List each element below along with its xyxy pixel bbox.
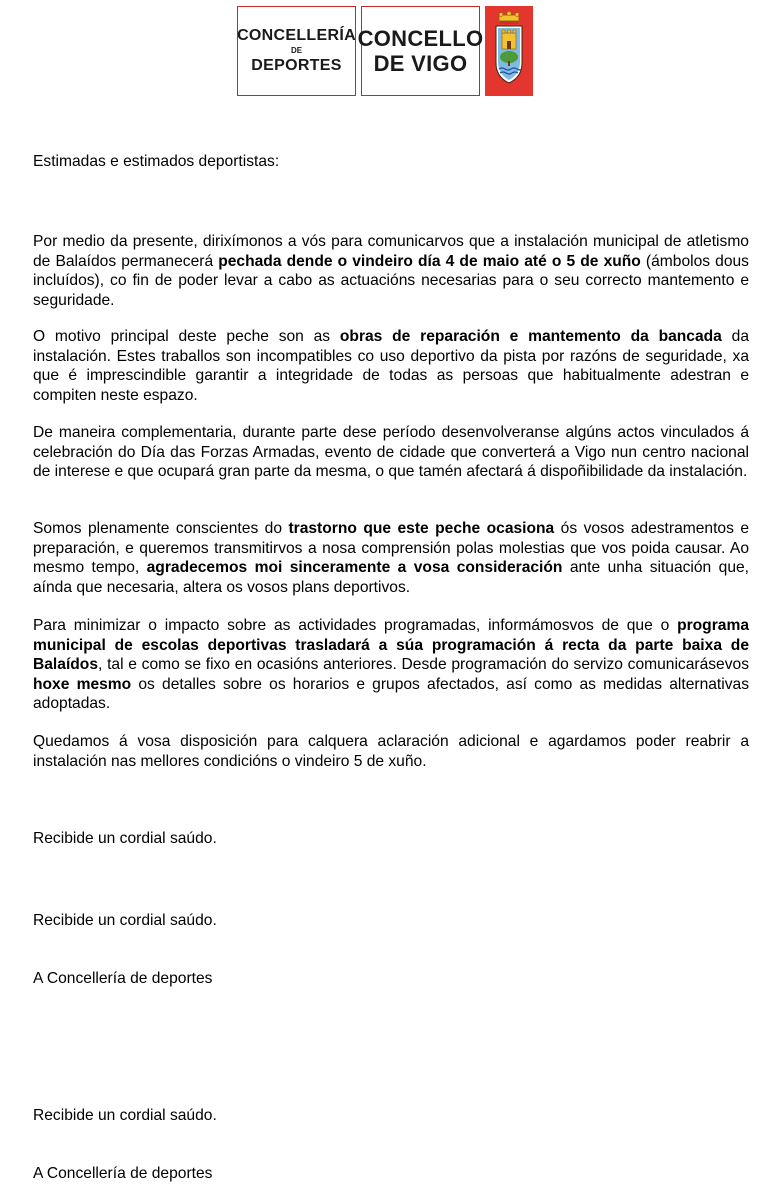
- text-run: , tal e como se fixo en ocasións anteriores. Desde programación do servizo comunicarásevos: [98, 656, 749, 673]
- concelleria-deportes-logo: [237, 6, 356, 96]
- logo-line: CONCELLERÍA: [237, 26, 356, 44]
- logo-line: DE: [290, 46, 303, 56]
- bold-run: trastorno que este peche ocasiona: [288, 520, 555, 537]
- bold-run: programa municipal de escolas deportivas trasladará a súa programación á recta da parte baixa de Balaídos: [33, 617, 749, 673]
- closing: Recibide un cordial saúdo.: [33, 912, 217, 929]
- paragraph-armed-forces-day: De maneira complementaria, durante parte dese período desenvolveranse algúns actos vinculados á celebración do Día das Forzas Armadas, evento de cidade que converterá a Vigo nun centro nacional de interese e que ocupará gran parte da mesma, o que tamén afectará á dispoñibilidade da instalación.: [33, 424, 749, 480]
- text-run: (ámbolos dous incluídos), co fin de poder levar a cabo as actuacións necesarias para o seu correcto mantemento e seguridade.: [33, 252, 749, 309]
- bold-run: agradecemos moi sinceramente a vosa consideración: [146, 559, 563, 576]
- paragraph-school-programme: [33, 616, 749, 714]
- concello-vigo-logo: [357, 6, 484, 96]
- text-run: ante unha situación que, aínda que necesaria, altera os vosos plans deportivos.: [33, 559, 749, 596]
- signature: A Concellería de deportes: [33, 970, 213, 987]
- logo-line: DEPORTES: [251, 56, 342, 74]
- closing: Recibide un cordial saúdo.: [33, 830, 217, 847]
- text-run: O motivo principal deste peche son as: [33, 328, 340, 345]
- paragraph-closure-dates: [33, 232, 749, 310]
- paragraph-apology: [33, 519, 749, 597]
- paragraph-availability: Quedamos á vosa disposición para calquera aclaración adicional e agardamos poder reabrir a instalación nas mellores condicións o vindeiro 5 de xuño.: [33, 733, 749, 770]
- logo-line: CONCELLO: [357, 25, 484, 51]
- bold-run: obras de reparación e mantemento da bancada: [339, 328, 722, 345]
- text-run: os detalles sobre os horarios e grupos afectados, así como as medidas alternativas adoptadas.: [33, 675, 749, 712]
- bold-run: pechada dende o vindeiro día 4 de maio até o 5 de xuño: [218, 252, 641, 270]
- paragraph-reason: [33, 327, 749, 405]
- coat-of-arms-graphic: [491, 11, 527, 91]
- logo-line: DE VIGO: [373, 51, 468, 76]
- greeting: Estimadas e estimados deportistas:: [33, 153, 280, 170]
- text-run: da instalación. Estes traballos son incompatibles co uso deportivo da pista por razóns de seguridade, xa que é imprescindible garantir a integridade de todas as persoas que habitualmente adestran e compiten neste espazo.: [33, 328, 749, 404]
- text-run: ós vosos adestramentos e preparación, e queremos transmitirvos a nosa comprensión polas molestias que vos poida causar. Ao mesmo tempo,: [33, 520, 749, 576]
- text-run: Para minimizar o impacto sobre as actividades programadas, informámosvos de que o: [33, 617, 678, 634]
- header-logos: [237, 6, 533, 96]
- bold-run: hoxe mesmo: [33, 675, 132, 693]
- signature: A Concellería de deportes: [33, 1165, 213, 1182]
- text-run: Somos plenamente conscientes do: [33, 520, 289, 537]
- closing: Recibide un cordial saúdo.: [33, 1107, 217, 1124]
- text-run: Por medio da presente, dirixímonos a vós para comunicarvos que a instalación municipal de atletismo de Balaídos permanecerá: [33, 233, 749, 270]
- vigo-coat-of-arms-icon: [485, 6, 533, 96]
